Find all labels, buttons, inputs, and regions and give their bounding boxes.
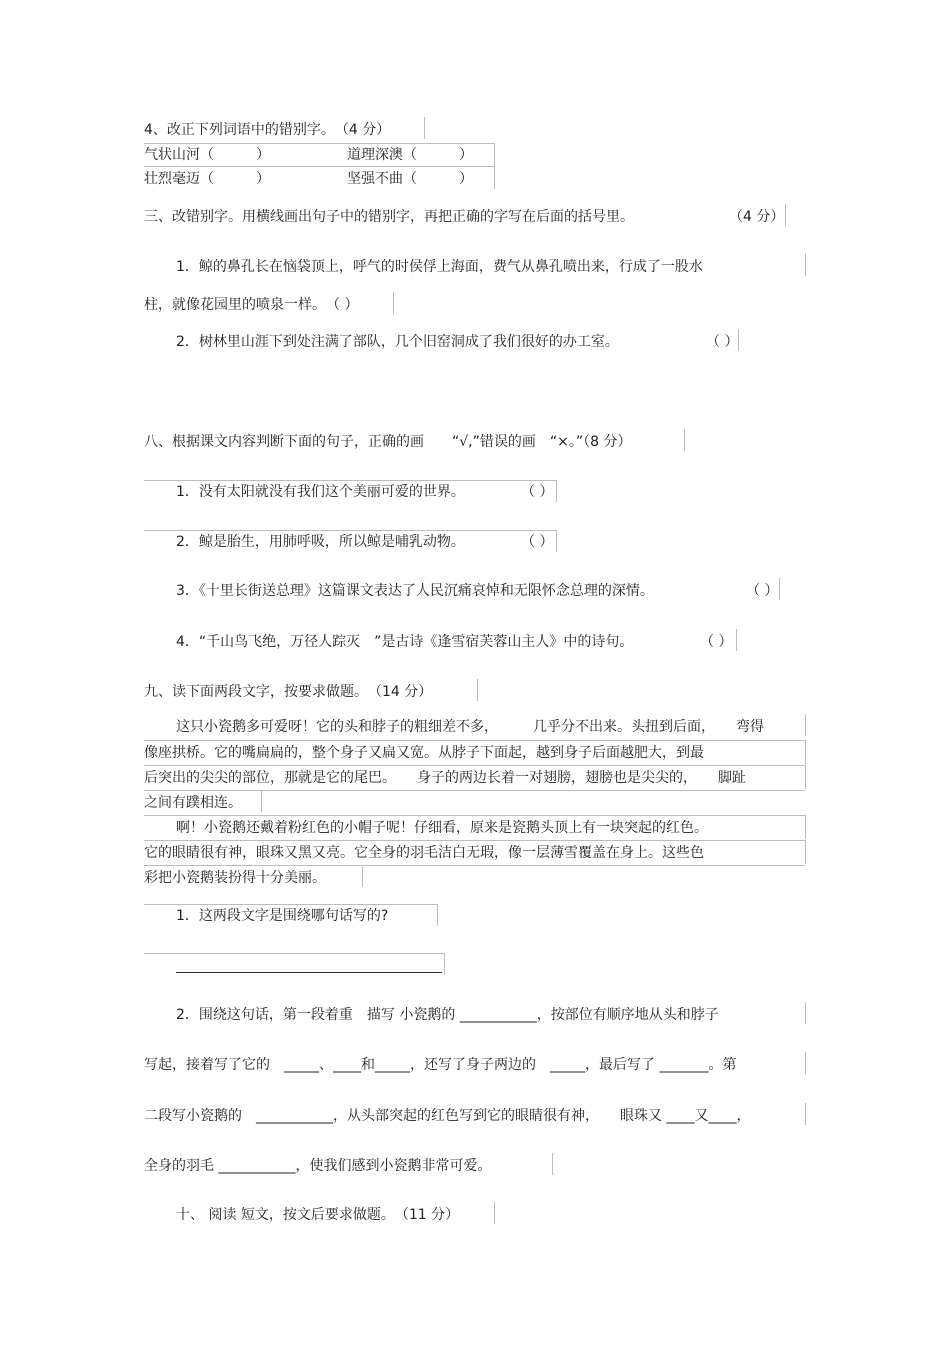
answer-paren: （ ） — [521, 484, 554, 500]
divider — [736, 629, 737, 651]
row-border — [144, 815, 805, 816]
passage-line: 它的眼睛很有神，眼珠又黑又亮。它全身的羽毛洁白无瑕，像一层薄雪覆盖在身上。这些色 — [144, 845, 704, 861]
row-border — [144, 530, 556, 531]
divider — [362, 865, 363, 887]
row-border — [144, 865, 805, 866]
passage-line: 啊！小瓷鹅还戴着粉红色的小帽子呢！仔细看，原来是瓷鹅头顶上有一块突起的红色。 — [176, 820, 708, 836]
table-row-border — [144, 166, 494, 167]
question-text: 写起，接着写了它的 _____、____和_____，还写了身子两边的 _____，最后写了 _______。第 — [144, 1057, 737, 1073]
divider — [805, 1052, 806, 1074]
table-top-border — [144, 143, 494, 144]
question-text: 全身的羽毛 ___________，使我们感到小瓷鹅非常可爱。 — [144, 1158, 492, 1174]
word-item: 气状山河（ ） — [144, 147, 270, 163]
divider — [738, 329, 739, 351]
row-border — [144, 480, 556, 481]
section9-heading: 九、读下面两段文字，按要求做题。 （14 分） — [144, 684, 433, 700]
section3-heading: 三、改错别字。用横线画出句子中的错别字，再把正确的字写在后面的括号里。 — [144, 209, 634, 225]
divider — [556, 480, 557, 502]
word-item: 道理深澳（ ） — [347, 147, 473, 163]
divider — [805, 254, 806, 276]
divider — [684, 429, 685, 451]
passage-line: 这只小瓷鹅多可爱呀！它的头和脖子的粗细差不多， 几乎分不出来。头扭到后面， 弯得 — [176, 719, 764, 735]
section8-heading: 八、根据课文内容判断下面的句子，正确的画 “√,”错误的画 “×。”（8 分） — [144, 434, 632, 450]
answer-paren: （ ） — [521, 534, 554, 550]
divider — [477, 679, 478, 701]
answer-paren: （ ） — [746, 583, 779, 599]
divider — [437, 904, 438, 926]
question-text: 1．鲸的鼻孔长在恼袋顶上，呼气的时侯俘上海面，费气从鼻孔喷出来，行成了一股水 — [176, 259, 703, 275]
question-text: 2．鲸是胎生，用肺呼吸，所以鲸是哺乳动物。 — [176, 534, 465, 550]
divider — [805, 1002, 806, 1024]
row-border — [144, 840, 805, 841]
question-text: 3．《十里长街送总理》这篇课文表达了人民沉痛哀悼和无限怀念总理的深情。 — [176, 583, 654, 599]
question-text: 4．“千山鸟飞绝，万径人踪灭 ”是古诗《逢雪宿芙蓉山主人》中的诗句。 — [176, 634, 634, 650]
divider — [444, 953, 445, 975]
row-border — [144, 740, 805, 741]
question-text: 2．围绕这句话，第一段着重 描写 小瓷鹅的 ___________，按部位有顺序地从头和脖子 — [176, 1007, 719, 1023]
divider — [805, 815, 806, 839]
passage-line: 彩把小瓷鹅装扮得十分美丽。 — [144, 870, 326, 886]
divider — [805, 714, 806, 736]
section4-heading: 4、改正下列词语中的错别字。 （4 分） — [144, 122, 391, 138]
divider — [805, 1103, 806, 1125]
question-text: 2．树林里山涯下到处注满了部队，几个旧窑洞成了我们很好的办工室。 — [176, 334, 619, 350]
answer-paren: （ ） — [706, 334, 739, 350]
divider — [552, 1153, 553, 1175]
section10-heading: 十、 阅读 短文，按文后要求做题。 （11 分） — [176, 1207, 460, 1223]
answer-blank — [176, 972, 442, 973]
divider — [779, 578, 780, 600]
divider — [556, 530, 557, 552]
answer-paren: （ ） — [700, 634, 733, 650]
divider — [805, 840, 806, 864]
passage-line: 之间有蹼相连。 — [144, 795, 242, 811]
question-text: 1．没有太阳就没有我们这个美丽可爱的世界。 — [176, 484, 465, 500]
passage-line: 像座拱桥。它的嘴扁扁的，整个身子又扁又宽。从脖子下面起，越到身子后面越肥大，到最 — [144, 745, 704, 761]
divider — [494, 143, 495, 189]
row-border — [144, 953, 444, 954]
word-item: 坚强不曲（ ） — [347, 171, 473, 187]
divider — [805, 765, 806, 789]
passage-line: 后突出的尖尖的部位，那就是它的尾巴。 身子的两边长着一对翅膀，翅膀也是尖尖的， 脚趾 — [144, 770, 746, 786]
divider — [393, 292, 394, 314]
row-border — [144, 765, 805, 766]
divider — [424, 117, 425, 139]
divider — [494, 1202, 495, 1224]
row-border — [144, 904, 437, 905]
question-text: 1．这两段文字是围绕哪句话写的? — [176, 908, 389, 924]
divider — [785, 204, 786, 226]
divider — [261, 790, 262, 812]
score: （4 分） — [729, 209, 785, 225]
question-text: 柱，就像花园里的喷泉一样。 （ ） — [144, 297, 359, 313]
divider — [805, 740, 806, 764]
row-border — [144, 790, 805, 791]
question-text: 二段写小瓷鹅的 ___________，从头部突起的红色写到它的眼睛很有神， 眼珠又 ____又____， — [144, 1108, 751, 1124]
word-item: 壮烈毫迈（ ） — [144, 171, 270, 187]
